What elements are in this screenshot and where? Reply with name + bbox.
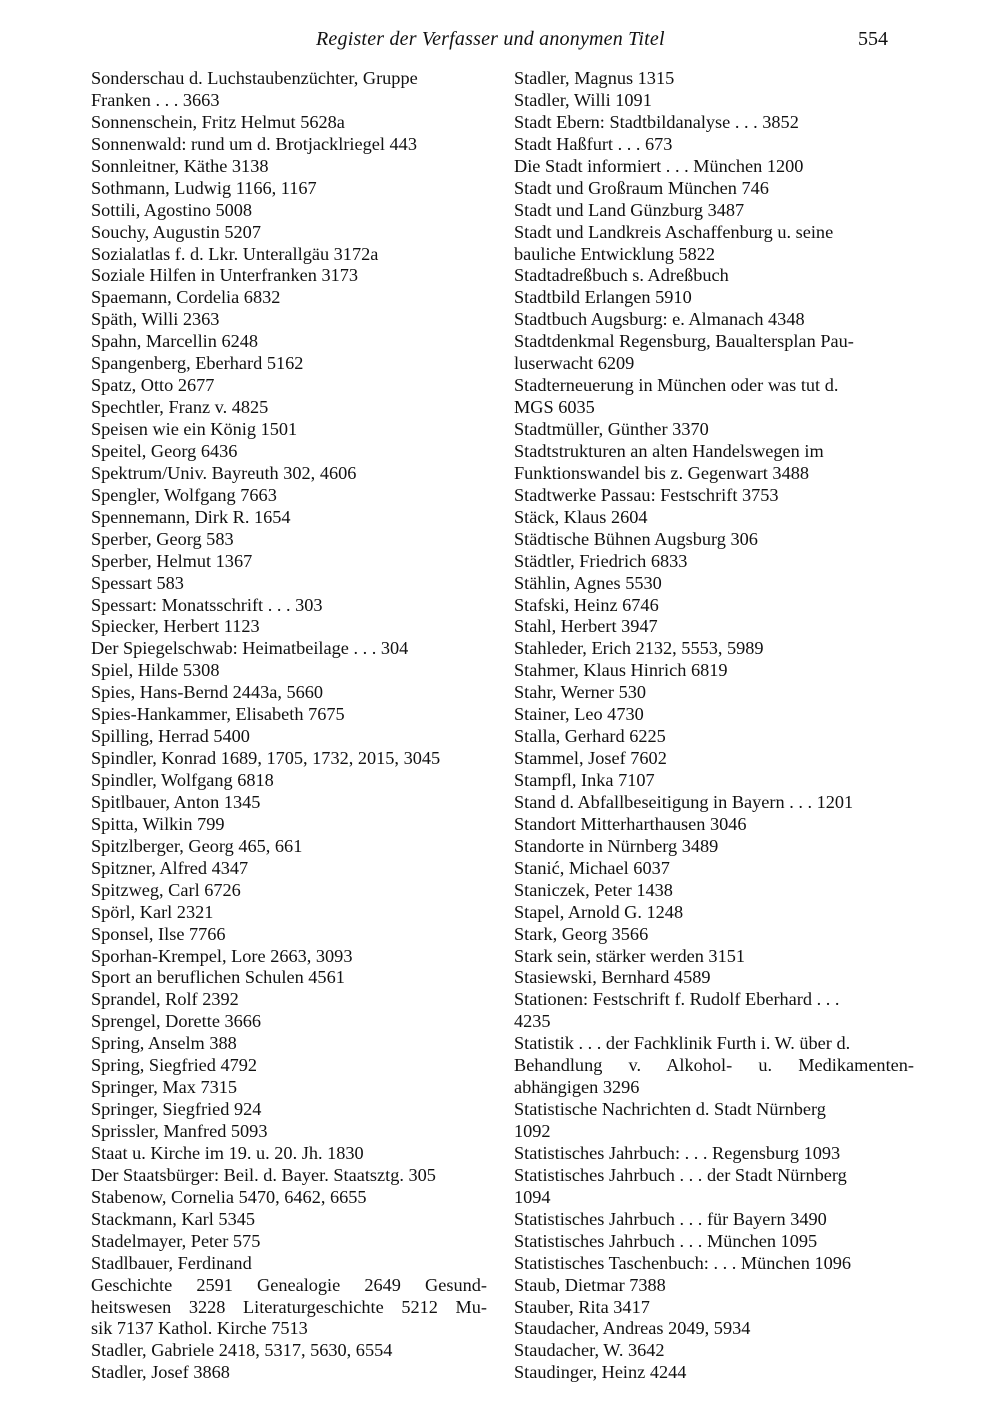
entry-heading-line: Städtler, Friedrich 6833	[514, 550, 688, 571]
entry-heading-line: Spechtler, Franz v. 4825	[91, 397, 269, 418]
left-index-column	[91, 68, 487, 1384]
entry-heading-line: Spies-Hankammer, Elisabeth 7675	[91, 704, 345, 725]
entry-heading-line: Sprissler, Manfred 5093	[91, 1121, 268, 1141]
entry-heading-line: Spangenberg, Eberhard 5162	[91, 353, 304, 374]
index-entry	[514, 529, 914, 551]
index-entry	[91, 967, 487, 989]
entry-heading-line: Stadtmüller, Günther 3370	[514, 419, 709, 439]
index-entry	[514, 1165, 914, 1209]
index-entry	[514, 967, 914, 989]
index-entry	[91, 200, 487, 222]
entry-heading-line: Spektrum/Univ. Bayreuth 302, 4606	[91, 462, 357, 483]
index-entry	[91, 726, 487, 748]
entry-heading-line: Sonnleitner, Käthe 3138	[91, 155, 269, 176]
entry-heading-line: Souchy, Augustin 5207	[91, 221, 261, 242]
entry-heading-line: Stadtstrukturen an alten Handelswegen im	[514, 440, 824, 461]
entry-heading-line: Stäck, Klaus 2604	[514, 506, 648, 527]
entry-heading-line: Stahl, Herbert 3947	[514, 616, 658, 637]
index-entry	[91, 134, 487, 156]
index-entry	[91, 1055, 487, 1077]
entry-continuation-line: abhängigen 3296	[514, 1077, 640, 1098]
entry-heading-line: Die Stadt informiert . . . München 1200	[514, 155, 804, 176]
index-entry	[91, 178, 487, 200]
index-entry	[514, 1318, 914, 1340]
entry-heading-line: Stammel, Josef 7602	[514, 748, 667, 769]
entry-heading-line: Stackmann, Karl 5345	[91, 1208, 255, 1229]
index-entry	[91, 156, 487, 178]
entry-heading-line: Stadt und Großraum München 746	[514, 177, 769, 198]
index-entry	[91, 1253, 487, 1341]
index-entry	[514, 616, 914, 638]
entry-heading-line: Stadt und Land Günzburg 3487	[514, 199, 745, 220]
index-entry	[91, 924, 487, 946]
entry-heading-line: Spitta, Wilkin 799	[91, 813, 225, 834]
index-entry	[91, 68, 487, 112]
entry-continuation-line: luserwacht 6209	[514, 353, 635, 374]
entry-heading-line: Staub, Dietmar 7388	[514, 1274, 666, 1295]
entry-heading-line: Spiecker, Herbert 1123	[91, 616, 260, 637]
index-entry	[514, 814, 914, 836]
index-entry	[514, 551, 914, 573]
index-entry	[91, 989, 487, 1011]
entry-heading-line: Sperber, Helmut 1367	[91, 550, 253, 571]
index-entry	[91, 112, 487, 134]
entry-heading-line: Speitel, Georg 6436	[91, 440, 238, 461]
entry-heading-line: Stadt Haßfurt . . . 673	[514, 133, 673, 154]
index-entry	[91, 660, 487, 682]
entry-heading-line: Sponsel, Ilse 7766	[91, 923, 226, 944]
entry-continuation-line: heitswesen 3228 Literaturgeschichte 5212 Mu-	[91, 1296, 487, 1317]
index-entry	[514, 375, 914, 419]
entry-heading-line: Spindler, Konrad 1689, 1705, 1732, 2015, 3045	[91, 748, 441, 769]
index-entry	[91, 595, 487, 617]
index-entry	[91, 353, 487, 375]
entry-heading-line: Spindler, Wolfgang 6818	[91, 770, 274, 790]
entry-continuation-line: Funktionswandel bis z. Gegenwart 3488	[514, 462, 809, 483]
entry-heading-line: Stasiewski, Bernhard 4589	[514, 967, 711, 988]
entry-heading-line: Spitzner, Alfred 4347	[91, 857, 249, 878]
index-entry	[514, 309, 914, 331]
entry-heading-line: Spennemann, Dirk R. 1654	[91, 506, 291, 527]
index-entry	[514, 660, 914, 682]
entry-heading-line: Stahmer, Klaus Hinrich 6819	[514, 660, 728, 681]
entry-heading-line: Sprengel, Dorette 3666	[91, 1011, 262, 1032]
index-entry	[514, 573, 914, 595]
entry-heading-line: Spiel, Hilde 5308	[91, 660, 220, 681]
entry-continuation-line: bauliche Entwicklung 5822	[514, 243, 716, 264]
entry-heading-line: Statistik . . . der Fachklinik Furth i. W. über d.	[514, 1033, 851, 1054]
entry-heading-line: Stadler, Willi 1091	[514, 89, 652, 110]
index-entry	[91, 1143, 487, 1165]
entry-heading-line: Stadlbauer, Ferdinand	[91, 1252, 252, 1273]
page-header	[0, 24, 1000, 54]
entry-continuation-line: sik 7137 Kathol. Kirche 7513	[91, 1318, 308, 1339]
index-entry	[514, 419, 914, 441]
entry-heading-line: Stählin, Agnes 5530	[514, 572, 662, 593]
index-entry	[514, 1362, 914, 1384]
entry-heading-line: Sozialatlas f. d. Lkr. Unterallgäu 3172a	[91, 243, 379, 264]
entry-heading-line: Sothmann, Ludwig 1166, 1167	[91, 177, 317, 198]
index-entry	[91, 616, 487, 638]
index-entry	[91, 638, 487, 660]
index-entry	[91, 902, 487, 924]
index-entry	[514, 682, 914, 704]
index-entry	[514, 331, 914, 375]
entry-heading-line: Spengler, Wolfgang 7663	[91, 484, 277, 505]
index-entry	[91, 682, 487, 704]
entry-heading-line: Stainer, Leo 4730	[514, 704, 644, 725]
entry-heading-line: Staudinger, Heinz 4244	[514, 1362, 687, 1383]
index-entry	[91, 770, 487, 792]
entry-heading-line: Statistisches Jahrbuch . . . München 1095	[514, 1230, 818, 1251]
index-entry	[91, 1187, 487, 1209]
entry-heading-line: Stadelmayer, Peter 575	[91, 1230, 261, 1251]
index-entry	[514, 485, 914, 507]
index-entry	[91, 244, 487, 266]
index-entry	[91, 1033, 487, 1055]
entry-heading-line: Stahr, Werner 530	[514, 682, 646, 703]
entry-continuation-line: Franken . . . 3663	[91, 89, 220, 110]
index-entry	[514, 178, 914, 200]
index-entry	[91, 331, 487, 353]
index-entry	[91, 441, 487, 463]
entry-heading-line: Stadterneuerung in München oder was tut d.	[514, 375, 839, 396]
entry-heading-line: Spessart: Monatsschrift . . . 303	[91, 594, 323, 615]
index-entry	[514, 1231, 914, 1253]
entry-heading-line: Stark, Georg 3566	[514, 923, 649, 944]
index-entry	[91, 222, 487, 244]
index-entry	[514, 68, 914, 90]
entry-heading-line: Statistisches Jahrbuch . . . der Stadt Nürnberg	[514, 1164, 847, 1185]
index-entry	[514, 748, 914, 770]
index-entry	[514, 880, 914, 902]
entry-heading-line: Sperber, Georg 583	[91, 528, 234, 549]
entry-heading-line: Stafski, Heinz 6746	[514, 594, 659, 615]
index-entry	[514, 1275, 914, 1297]
entry-heading-line: Sottili, Agostino 5008	[91, 199, 253, 220]
entry-heading-line: Spaemann, Cordelia 6832	[91, 287, 281, 308]
index-entry	[514, 924, 914, 946]
entry-heading-line: Stahleder, Erich 2132, 5553, 5989	[514, 638, 764, 659]
index-entry	[91, 1077, 487, 1099]
index-entry	[91, 551, 487, 573]
entry-continuation-line: 4235	[514, 1011, 551, 1032]
index-entry	[91, 485, 487, 507]
index-entry	[514, 902, 914, 924]
entry-heading-line: Sonnenwald: rund um d. Brotjacklriegel 443	[91, 133, 417, 154]
entry-heading-line: Stadler, Josef 3868	[91, 1362, 230, 1383]
index-entry	[514, 1297, 914, 1319]
entry-continuation-line: Geschichte 2591 Genealogie 2649 Gesund-	[91, 1274, 487, 1295]
entry-heading-line: Städtische Bühnen Augsburg 306	[514, 528, 758, 549]
entry-continuation-line: Behandlung v. Alkohol- u. Medikamenten-	[514, 1055, 914, 1076]
index-entry	[91, 1165, 487, 1187]
entry-heading-line: Standorte in Nürnberg 3489	[514, 835, 719, 856]
entry-heading-line: Spitzweg, Carl 6726	[91, 879, 241, 900]
entry-heading-line: Stauber, Rita 3417	[514, 1296, 650, 1317]
entry-heading-line: Springer, Siegfried 924	[91, 1099, 262, 1120]
index-entry	[91, 858, 487, 880]
index-entry	[91, 287, 487, 309]
entry-heading-line: Stand d. Abfallbeseitigung in Bayern . . . 1201	[514, 791, 854, 812]
entry-heading-line: Statistisches Taschenbuch: . . . München 1096	[514, 1252, 852, 1273]
index-entry	[91, 507, 487, 529]
entry-heading-line: Spörl, Karl 2321	[91, 901, 214, 922]
entry-heading-line: Stadtadreßbuch s. Adreßbuch	[514, 265, 729, 286]
entry-heading-line: Speisen wie ein König 1501	[91, 419, 298, 439]
index-entry	[91, 1362, 487, 1384]
index-entry	[514, 287, 914, 309]
index-entry	[91, 397, 487, 419]
index-entry	[514, 1253, 914, 1275]
entry-heading-line: Sport an beruflichen Schulen 4561	[91, 967, 345, 988]
entry-continuation-line: 1092	[514, 1121, 551, 1141]
entry-heading-line: Soziale Hilfen in Unterfranken 3173	[91, 265, 359, 286]
index-entry	[514, 858, 914, 880]
entry-heading-line: Stanić, Michael 6037	[514, 857, 670, 878]
index-entry	[91, 880, 487, 902]
index-entry	[91, 529, 487, 551]
entry-heading-line: Spitzlberger, Georg 465, 661	[91, 835, 303, 856]
entry-heading-line: Staat u. Kirche im 19. u. 20. Jh. 1830	[91, 1142, 364, 1163]
entry-heading-line: Der Spiegelschwab: Heimatbeilage . . . 304	[91, 638, 409, 659]
entry-heading-line: Spring, Anselm 388	[91, 1033, 237, 1054]
index-entry	[514, 1143, 914, 1165]
entry-heading-line: Springer, Max 7315	[91, 1077, 238, 1098]
entry-heading-line: Späth, Willi 2363	[91, 309, 220, 330]
entry-heading-line: Stadler, Gabriele 2418, 5317, 5630, 6554	[91, 1340, 393, 1361]
index-entry	[514, 836, 914, 858]
index-entry	[91, 463, 487, 485]
entry-heading-line: Standort Mitterharthausen 3046	[514, 813, 747, 834]
index-entry	[514, 792, 914, 814]
index-entry	[514, 1209, 914, 1231]
index-entry	[514, 507, 914, 529]
entry-heading-line: Staudacher, W. 3642	[514, 1340, 665, 1361]
entry-heading-line: Spilling, Herrad 5400	[91, 726, 250, 747]
index-entry	[514, 265, 914, 287]
entry-heading-line: Stapel, Arnold G. 1248	[514, 901, 684, 922]
entry-heading-line: Stark sein, stärker werden 3151	[514, 945, 745, 966]
index-entry	[514, 90, 914, 112]
entry-heading-line: Sporhan-Krempel, Lore 2663, 3093	[91, 945, 353, 966]
entry-heading-line: Stadt Ebern: Stadtbildanalyse . . . 3852	[514, 111, 799, 132]
entry-continuation-line: MGS 6035	[514, 397, 595, 418]
entry-heading-line: Spring, Siegfried 4792	[91, 1055, 258, 1076]
index-entry	[91, 792, 487, 814]
index-entry	[91, 265, 487, 287]
page-number: 554	[858, 28, 888, 50]
entry-heading-line: Spatz, Otto 2677	[91, 375, 215, 396]
index-entry	[91, 704, 487, 726]
entry-heading-line: Staniczek, Peter 1438	[514, 879, 673, 900]
index-entry	[91, 1011, 487, 1033]
index-entry	[514, 595, 914, 617]
index-entry	[514, 1340, 914, 1362]
index-entry	[514, 222, 914, 266]
entry-heading-line: Stationen: Festschrift f. Rudolf Eberhard . . .	[514, 989, 840, 1010]
entry-heading-line: Staudacher, Andreas 2049, 5934	[514, 1318, 751, 1339]
entry-heading-line: Der Staatsbürger: Beil. d. Bayer. Staatsztg. 305	[91, 1164, 436, 1185]
entry-heading-line: Stadler, Magnus 1315	[514, 68, 675, 88]
entry-heading-line: Sonderschau d. Luchstaubenzüchter, Gruppe	[91, 68, 418, 88]
entry-heading-line: Statistisches Jahrbuch: . . . Regensburg 1093	[514, 1142, 841, 1163]
entry-heading-line: Sonnenschein, Fritz Helmut 5628a	[91, 111, 345, 132]
index-entry	[91, 309, 487, 331]
index-entry	[91, 1231, 487, 1253]
index-entry	[91, 836, 487, 858]
index-entry	[514, 1033, 914, 1099]
entry-continuation-line: 1094	[514, 1186, 551, 1207]
index-entry	[514, 704, 914, 726]
index-entry	[91, 573, 487, 595]
entry-heading-line: Spahn, Marcellin 6248	[91, 331, 259, 352]
index-entry	[514, 112, 914, 134]
entry-heading-line: Spessart 583	[91, 572, 184, 593]
index-entry	[91, 1121, 487, 1143]
running-title: Register der Verfasser und anonymen Titel	[316, 28, 665, 50]
index-entry	[91, 419, 487, 441]
entry-heading-line: Sprandel, Rolf 2392	[91, 989, 239, 1010]
index-entry	[514, 946, 914, 968]
index-entry	[91, 946, 487, 968]
entry-heading-line: Stadtbuch Augsburg: e. Almanach 4348	[514, 309, 805, 330]
right-index-column	[514, 68, 914, 1384]
index-entry	[514, 989, 914, 1033]
index-entry	[91, 1099, 487, 1121]
index-entry	[91, 748, 487, 770]
entry-heading-line: Stadtwerke Passau: Festschrift 3753	[514, 484, 779, 505]
index-entry	[514, 1099, 914, 1143]
index-entry	[514, 134, 914, 156]
entry-heading-line: Stampfl, Inka 7107	[514, 770, 655, 790]
entry-heading-line: Stadt und Landkreis Aschaffenburg u. seine	[514, 221, 834, 242]
index-entry	[91, 1340, 487, 1362]
index-entry	[91, 814, 487, 836]
entry-heading-line: Stabenow, Cornelia 5470, 6462, 6655	[91, 1186, 367, 1207]
entry-heading-line: Stadtbild Erlangen 5910	[514, 287, 692, 308]
entry-heading-line: Stadtdenkmal Regensburg, Baualtersplan Pau-	[514, 331, 854, 352]
index-entry	[91, 1209, 487, 1231]
index-entry	[514, 156, 914, 178]
entry-heading-line: Statistische Nachrichten d. Stadt Nürnberg	[514, 1099, 826, 1120]
index-entry	[514, 638, 914, 660]
index-entry	[514, 726, 914, 748]
entry-heading-line: Stalla, Gerhard 6225	[514, 726, 666, 747]
entry-heading-line: Spitlbauer, Anton 1345	[91, 791, 261, 812]
index-entry	[91, 375, 487, 397]
entry-heading-line: Spies, Hans-Bernd 2443a, 5660	[91, 682, 324, 703]
entry-heading-line: Statistisches Jahrbuch . . . für Bayern 3490	[514, 1208, 827, 1229]
index-entry	[514, 441, 914, 485]
index-entry	[514, 770, 914, 792]
index-entry	[514, 200, 914, 222]
